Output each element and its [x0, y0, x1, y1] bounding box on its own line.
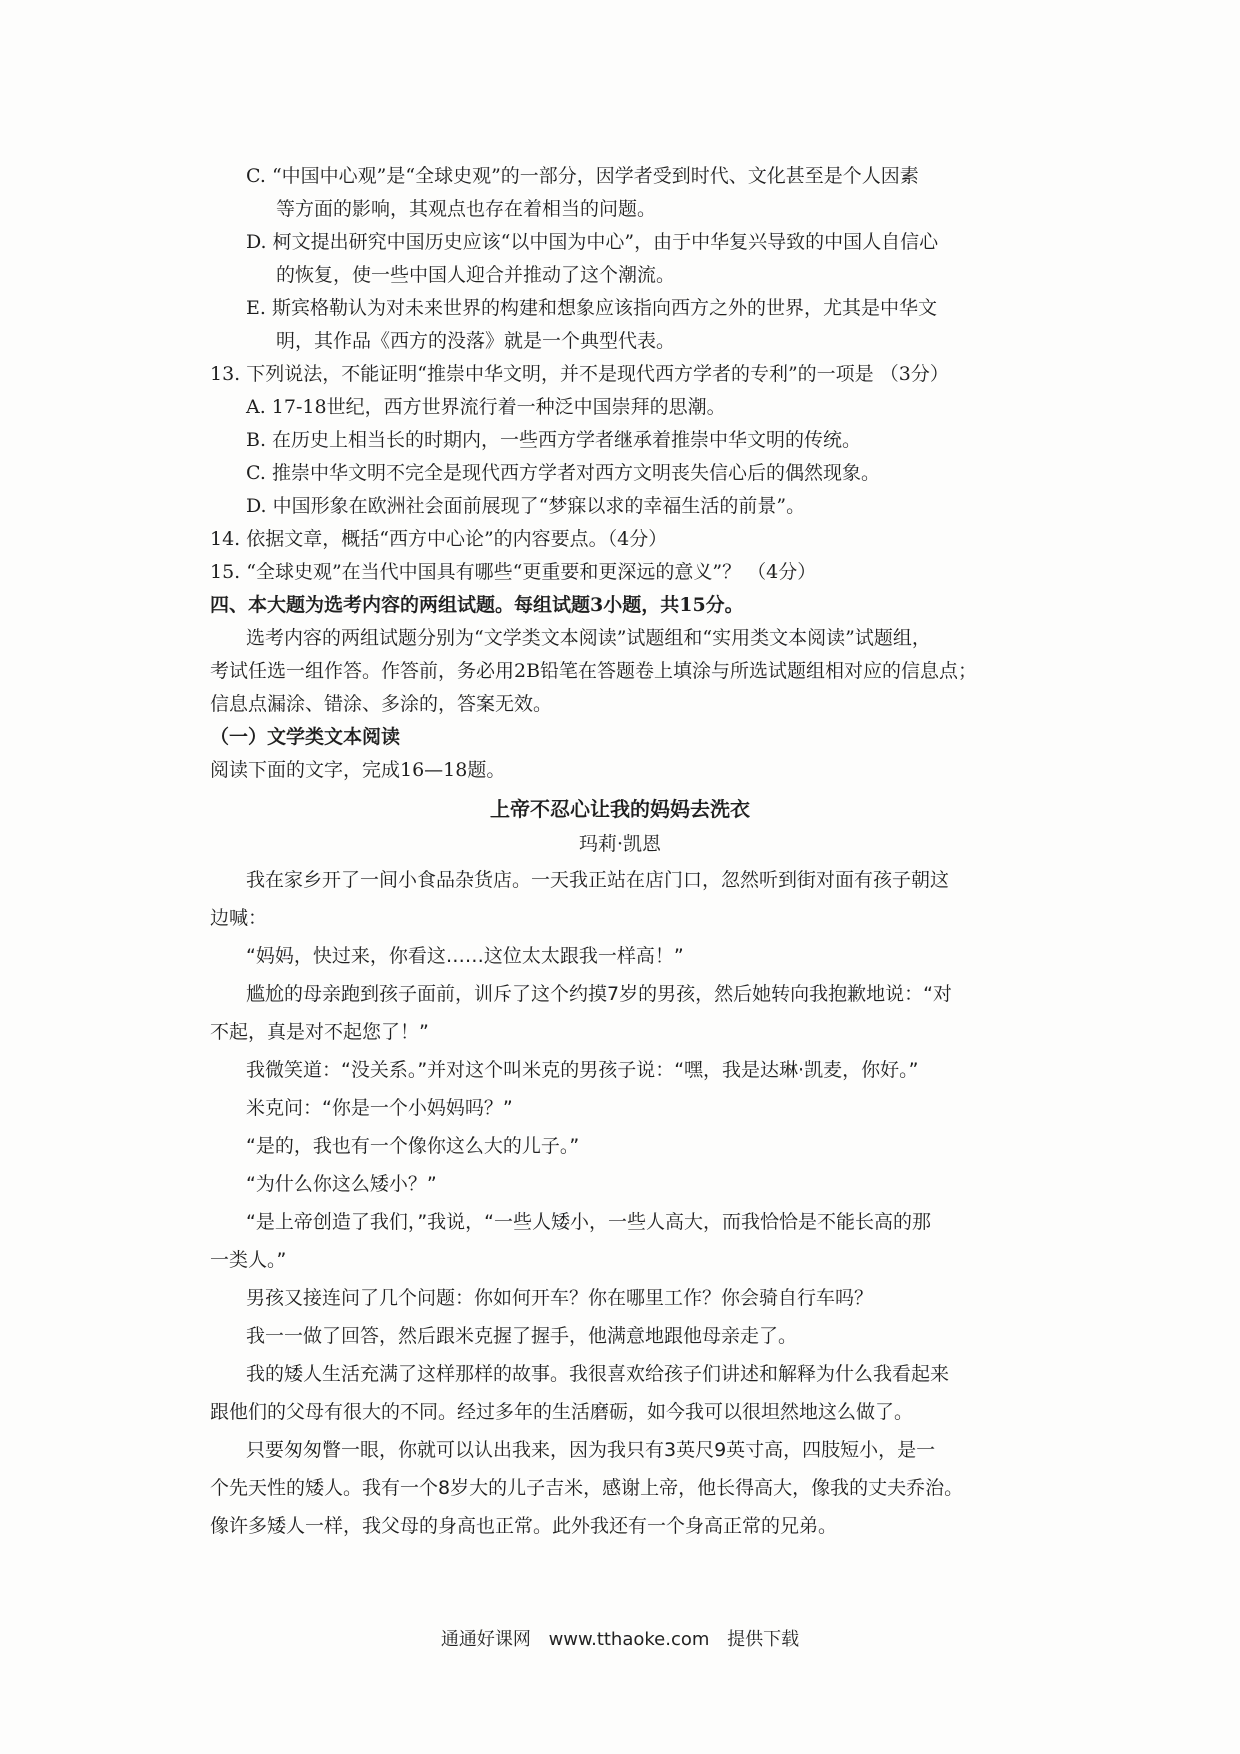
- story-paragraph-12-line-1: 只要匆匆瞥一眼，你就可以认出我来，因为我只有3英尺9英寸高，四肢短小，是一: [246, 1439, 936, 1461]
- story-paragraph-1-line-1: 我在家乡开了一间小食品杂货店。一天我正站在店门口，忽然听到街对面有孩子朝这: [246, 869, 950, 891]
- story-author: 玛莉·凯恩: [578, 833, 662, 855]
- page-footer: [0, 1625, 1240, 1651]
- story-paragraph-5: 米克问：“你是一个小妈妈吗？”: [246, 1097, 513, 1119]
- footer-download-text: 提供下载: [727, 1629, 800, 1650]
- reading-instruction: 阅读下面的文字，完成16—18题。: [210, 759, 506, 781]
- question-13-option-a: A. 17-18世纪，西方世界流行着一种泛中国崇拜的思潮。: [246, 396, 726, 418]
- story-paragraph-3-line-1: 尴尬的母亲跑到孩子面前，训斥了这个约摸7岁的男孩，然后她转向我抱歉地说：“对: [246, 983, 952, 1005]
- prev-question-options: [210, 160, 1030, 358]
- option-c-line-2: 等方面的影响，其观点也存在着相当的问题。: [276, 198, 657, 220]
- story-paragraph-10: 我一一做了回答，然后跟米克握了握手，他满意地跟他母亲走了。: [246, 1325, 798, 1347]
- question-14: 14. 依据文章，概括“西方中心论”的内容要点。（4分）: [210, 528, 668, 550]
- story-body: [210, 861, 1030, 1545]
- section-4-para-line-2: 考试任选一组作答。作答前，务必用2B铅笔在答题卷上填涂与所选试题组相对应的信息点；: [210, 660, 978, 682]
- story-paragraph-4: 我微笑道：“没关系。”并对这个叫米克的男孩子说：“嘿，我是达琳·凯麦，你好。”: [246, 1059, 919, 1081]
- page-content: [210, 160, 1030, 1545]
- story-paragraph-9: 男孩又接连问了几个问题：你如何开车？你在哪里工作？你会骑自行车吗？: [246, 1287, 874, 1309]
- question-13-stem: 13. 下列说法，不能证明“推崇中华文明，并不是现代西方学者的专利”的一项是 （3分）: [210, 363, 949, 385]
- subsection-heading: （一）文学类文本阅读: [210, 726, 401, 748]
- story-paragraph-8-line-2: 一类人。”: [210, 1249, 287, 1271]
- footer-site-name: 通通好课网: [440, 1629, 531, 1650]
- option-d-line-2: 的恢复，使一些中国人迎合并推动了这个潮流。: [276, 264, 676, 286]
- option-e-line-1: E. 斯宾格勒认为对未来世界的构建和想象应该指向西方之外的世界，尤其是中华文: [246, 297, 937, 319]
- question-13: [210, 358, 1030, 523]
- option-e-line-2: 明，其作品《西方的没落》就是一个典型代表。: [276, 330, 676, 352]
- question-13-option-c: C. 推崇中华文明不完全是现代西方学者对西方文明丧失信心后的偶然现象。: [246, 462, 880, 484]
- question-15: 15. “全球史观”在当代中国具有哪些“更重要和更深远的意义”？ （4分）: [210, 561, 817, 583]
- story-paragraph-6: “是的，我也有一个像你这么大的儿子。”: [246, 1135, 580, 1157]
- story-paragraph-7: “为什么你这么矮小？”: [246, 1173, 437, 1195]
- story-paragraph-11-line-1: 我的矮人生活充满了这样那样的故事。我很喜欢给孩子们讲述和解释为什么我看起来: [246, 1363, 950, 1385]
- section-4-para-line-3: 信息点漏涂、错涂、多涂的，答案无效。: [210, 693, 553, 715]
- story-paragraph-3-line-2: 不起，真是对不起您了！”: [210, 1021, 429, 1043]
- story-paragraph-11-line-2: 跟他们的父母有很大的不同。经过多年的生活磨砺，如今我可以很坦然地这么做了。: [210, 1401, 914, 1423]
- section-4-heading: 四、本大题为选考内容的两组试题。每组试题3小题，共15分。: [210, 594, 744, 616]
- option-c-line-1: C. “中国中心观”是“全球史观”的一部分，因学者受到时代、文化甚至是个人因素: [246, 165, 919, 187]
- question-13-option-b: B. 在历史上相当长的时期内，一些西方学者继承着推崇中华文明的传统。: [246, 429, 862, 451]
- footer-url-link[interactable]: www.tthaoke.com: [548, 1629, 710, 1650]
- story-title: 上帝不忍心让我的妈妈去洗衣: [490, 797, 750, 821]
- story-paragraph-8-line-1: “是上帝创造了我们，”我说，“一些人矮小，一些人高大，而我恰恰是不能长高的那: [246, 1211, 932, 1233]
- option-d-line-1: D. 柯文提出研究中国历史应该“以中国为中心”，由于中华复兴导致的中国人自信心: [246, 231, 939, 253]
- question-13-option-d: D. 中国形象在欧洲社会面前展现了“梦寐以求的幸福生活的前景”。: [246, 495, 806, 517]
- story-paragraph-12-line-3: 像许多矮人一样，我父母的身高也正常。此外我还有一个身高正常的兄弟。: [210, 1515, 838, 1537]
- section-4-para-line-1: 选考内容的两组试题分别为“文学类文本阅读”试题组和“实用类文本阅读”试题组，: [246, 627, 931, 649]
- story-paragraph-12-line-2: 个先天性的矮人。我有一个8岁大的儿子吉米，感谢上帝，他长得高大，像我的丈夫乔治。: [210, 1477, 964, 1499]
- story-paragraph-2: “妈妈，快过来，你看这……这位太太跟我一样高！”: [246, 945, 684, 967]
- story-paragraph-1-line-2: 边喊：: [210, 907, 268, 929]
